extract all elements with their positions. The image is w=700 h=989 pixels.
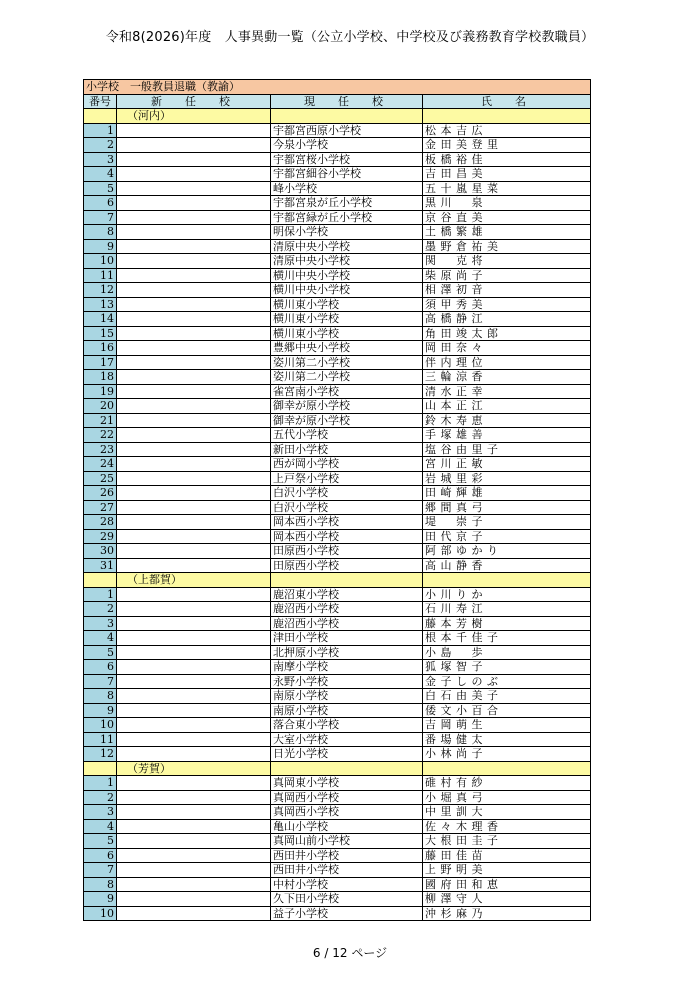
person-name-cell: 國府田和恵 xyxy=(423,877,591,892)
person-name-cell: 相澤初音 xyxy=(423,283,591,298)
person-name-cell: 高橋静江 xyxy=(423,312,591,327)
new-school-cell xyxy=(117,167,271,182)
new-school-cell xyxy=(117,239,271,254)
new-school-cell xyxy=(117,776,271,791)
row-number: 7 xyxy=(84,863,117,878)
region-name-cell xyxy=(423,109,591,124)
row-number: 6 xyxy=(84,196,117,211)
table-row xyxy=(84,906,591,921)
new-school-cell xyxy=(117,268,271,283)
table-row xyxy=(84,544,591,559)
current-school-cell: 岡本西小学校 xyxy=(271,529,423,544)
current-school-cell: 益子小学校 xyxy=(271,906,423,921)
table-row xyxy=(84,500,591,515)
new-school-cell xyxy=(117,413,271,428)
new-school-cell xyxy=(117,703,271,718)
current-school-cell: 真岡山前小学校 xyxy=(271,834,423,849)
current-school-cell: 横川東小学校 xyxy=(271,297,423,312)
person-name-cell: 碓村有紗 xyxy=(423,776,591,791)
table-row xyxy=(84,138,591,153)
region-row xyxy=(84,109,591,124)
new-school-cell xyxy=(117,515,271,530)
current-school-cell: 横川中央小学校 xyxy=(271,283,423,298)
current-school-cell: 宇都宮桜小学校 xyxy=(271,152,423,167)
document-title: 令和8(2026)年度 人事異動一覧（公立小学校、中学校及び義務教育学校教職員） xyxy=(105,30,595,45)
row-number: 28 xyxy=(84,515,117,530)
current-school-cell: 田原西小学校 xyxy=(271,558,423,573)
table-row xyxy=(84,254,591,269)
new-school-cell xyxy=(117,805,271,820)
person-name-cell: 土橋繁雄 xyxy=(423,225,591,240)
row-number: 23 xyxy=(84,442,117,457)
row-number: 3 xyxy=(84,152,117,167)
personnel-table xyxy=(83,79,591,921)
current-school-cell: 西が岡小学校 xyxy=(271,457,423,472)
current-school-cell: 南原小学校 xyxy=(271,703,423,718)
table-row xyxy=(84,370,591,385)
table-row xyxy=(84,703,591,718)
row-number: 1 xyxy=(84,587,117,602)
table-row xyxy=(84,747,591,762)
row-number: 5 xyxy=(84,181,117,196)
table-row xyxy=(84,210,591,225)
region-name-cell xyxy=(423,761,591,776)
new-school-cell xyxy=(117,152,271,167)
new-school-cell xyxy=(117,457,271,472)
current-school-cell: 南摩小学校 xyxy=(271,660,423,675)
new-school-cell xyxy=(117,471,271,486)
row-number: 5 xyxy=(84,645,117,660)
new-school-cell xyxy=(117,138,271,153)
current-school-cell: 西田井小学校 xyxy=(271,863,423,878)
current-school-cell: 鹿沼西小学校 xyxy=(271,616,423,631)
table-row xyxy=(84,341,591,356)
new-school-cell xyxy=(117,210,271,225)
new-school-cell xyxy=(117,500,271,515)
row-number: 15 xyxy=(84,326,117,341)
current-school-cell: 豊郷中央小学校 xyxy=(271,341,423,356)
current-school-cell: 今泉小学校 xyxy=(271,138,423,153)
current-school-cell: 宇都宮泉が丘小学校 xyxy=(271,196,423,211)
current-school-cell: 姿川第二小学校 xyxy=(271,355,423,370)
person-name-cell: 柳澤守人 xyxy=(423,892,591,907)
person-name-cell: 三輪涼香 xyxy=(423,370,591,385)
table-row xyxy=(84,529,591,544)
person-name-cell: 番場健太 xyxy=(423,732,591,747)
new-school-cell xyxy=(117,906,271,921)
table-row xyxy=(84,457,591,472)
current-school-cell: 田原西小学校 xyxy=(271,544,423,559)
table-row xyxy=(84,877,591,892)
new-school-cell xyxy=(117,602,271,617)
table-row xyxy=(84,239,591,254)
person-name-cell: 伴内理位 xyxy=(423,355,591,370)
person-name-cell: 塩谷由里子 xyxy=(423,442,591,457)
new-school-cell xyxy=(117,645,271,660)
table-row xyxy=(84,848,591,863)
current-school-cell: 宇都宮緑が丘小学校 xyxy=(271,210,423,225)
new-school-cell xyxy=(117,297,271,312)
person-name-cell: 佐々木理香 xyxy=(423,819,591,834)
row-number: 27 xyxy=(84,500,117,515)
table-row xyxy=(84,863,591,878)
table-row xyxy=(84,486,591,501)
row-number: 19 xyxy=(84,384,117,399)
new-school-cell xyxy=(117,790,271,805)
new-school-cell xyxy=(117,877,271,892)
person-name-cell: 吉岡萌生 xyxy=(423,718,591,733)
table-row xyxy=(84,471,591,486)
row-number: 10 xyxy=(84,718,117,733)
row-number: 8 xyxy=(84,877,117,892)
table-row xyxy=(84,152,591,167)
current-school-cell: 亀山小学校 xyxy=(271,819,423,834)
table-row xyxy=(84,181,591,196)
table-row xyxy=(84,515,591,530)
person-name-cell: 五十嵐星菜 xyxy=(423,181,591,196)
row-number: 30 xyxy=(84,544,117,559)
table-row xyxy=(84,660,591,675)
current-school-cell: 北押原小学校 xyxy=(271,645,423,660)
row-number: 11 xyxy=(84,268,117,283)
new-school-cell xyxy=(117,848,271,863)
row-number: 21 xyxy=(84,413,117,428)
header-name: 氏 名 xyxy=(423,94,591,109)
new-school-cell xyxy=(117,616,271,631)
person-name-cell: 小林尚子 xyxy=(423,747,591,762)
table-row xyxy=(84,805,591,820)
person-name-cell: 藤田佳苗 xyxy=(423,848,591,863)
current-school-cell: 姿川第二小学校 xyxy=(271,370,423,385)
person-name-cell: 中里訓大 xyxy=(423,805,591,820)
current-school-cell: 雀宮南小学校 xyxy=(271,384,423,399)
person-name-cell: 大根田圭子 xyxy=(423,834,591,849)
new-school-cell xyxy=(117,428,271,443)
row-number: 16 xyxy=(84,341,117,356)
current-school-cell: 新田小学校 xyxy=(271,442,423,457)
table-row xyxy=(84,790,591,805)
row-number: 4 xyxy=(84,631,117,646)
current-school-cell: 宇都宮西原小学校 xyxy=(271,123,423,138)
table-row xyxy=(84,587,591,602)
current-school-cell: 横川東小学校 xyxy=(271,312,423,327)
table-row xyxy=(84,689,591,704)
row-number: 3 xyxy=(84,805,117,820)
row-number: 1 xyxy=(84,776,117,791)
new-school-cell xyxy=(117,486,271,501)
table-row xyxy=(84,196,591,211)
row-number: 2 xyxy=(84,602,117,617)
region-name-cell xyxy=(423,573,591,588)
current-school-cell: 中村小学校 xyxy=(271,877,423,892)
current-school-cell: 真岡東小学校 xyxy=(271,776,423,791)
row-number: 3 xyxy=(84,616,117,631)
person-name-cell: 京谷直美 xyxy=(423,210,591,225)
new-school-cell xyxy=(117,529,271,544)
person-name-cell: 小島 歩 xyxy=(423,645,591,660)
current-school-cell: 鹿沼西小学校 xyxy=(271,602,423,617)
new-school-cell xyxy=(117,181,271,196)
current-school-cell: 五代小学校 xyxy=(271,428,423,443)
current-school-cell: 峰小学校 xyxy=(271,181,423,196)
new-school-cell xyxy=(117,732,271,747)
row-number: 29 xyxy=(84,529,117,544)
person-name-cell: 関 克将 xyxy=(423,254,591,269)
region-number-cell xyxy=(84,109,117,124)
person-name-cell: 吉田昌美 xyxy=(423,167,591,182)
new-school-cell xyxy=(117,326,271,341)
current-school-cell: 真岡西小学校 xyxy=(271,790,423,805)
person-name-cell: 山本正江 xyxy=(423,399,591,414)
new-school-cell xyxy=(117,863,271,878)
region-row xyxy=(84,573,591,588)
new-school-cell xyxy=(117,558,271,573)
row-number: 10 xyxy=(84,254,117,269)
person-name-cell: 藤本芳樹 xyxy=(423,616,591,631)
new-school-cell xyxy=(117,631,271,646)
row-number: 13 xyxy=(84,297,117,312)
new-school-cell xyxy=(117,254,271,269)
row-number: 26 xyxy=(84,486,117,501)
person-name-cell: 鈴木寿恵 xyxy=(423,413,591,428)
page-footer: 6 / 12 ページ xyxy=(312,946,388,960)
table-row xyxy=(84,283,591,298)
row-number: 10 xyxy=(84,906,117,921)
new-school-cell xyxy=(117,834,271,849)
region-number-cell xyxy=(84,573,117,588)
person-name-cell: 清水正幸 xyxy=(423,384,591,399)
header-number: 番号 xyxy=(84,94,117,109)
region-name: （上都賀） xyxy=(117,573,271,588)
current-school-cell: 横川中央小学校 xyxy=(271,268,423,283)
table-row xyxy=(84,268,591,283)
row-number: 11 xyxy=(84,732,117,747)
row-number: 22 xyxy=(84,428,117,443)
current-school-cell: 永野小学校 xyxy=(271,674,423,689)
table-row xyxy=(84,413,591,428)
new-school-cell xyxy=(117,196,271,211)
row-number: 4 xyxy=(84,819,117,834)
table-row xyxy=(84,718,591,733)
person-name-cell: 上野明美 xyxy=(423,863,591,878)
current-school-cell: 御幸が原小学校 xyxy=(271,413,423,428)
new-school-cell xyxy=(117,892,271,907)
current-school-cell: 津田小学校 xyxy=(271,631,423,646)
person-name-cell: 根本千佳子 xyxy=(423,631,591,646)
person-name-cell: 小川りか xyxy=(423,587,591,602)
row-number: 1 xyxy=(84,123,117,138)
row-number: 7 xyxy=(84,210,117,225)
row-number: 2 xyxy=(84,790,117,805)
new-school-cell xyxy=(117,341,271,356)
table-row xyxy=(84,732,591,747)
row-number: 14 xyxy=(84,312,117,327)
new-school-cell xyxy=(117,312,271,327)
new-school-cell xyxy=(117,370,271,385)
row-number: 9 xyxy=(84,892,117,907)
table-title: 小学校 一般教員退職（教諭） xyxy=(84,80,591,95)
new-school-cell xyxy=(117,587,271,602)
row-number: 4 xyxy=(84,167,117,182)
current-school-cell: 真岡西小学校 xyxy=(271,805,423,820)
new-school-cell xyxy=(117,747,271,762)
region-row xyxy=(84,761,591,776)
region-current-cell xyxy=(271,109,423,124)
person-name-cell: 阿部ゆかり xyxy=(423,544,591,559)
new-school-cell xyxy=(117,442,271,457)
table-row xyxy=(84,384,591,399)
new-school-cell xyxy=(117,283,271,298)
person-name-cell: 郷間真弓 xyxy=(423,500,591,515)
person-name-cell: 倭文小百合 xyxy=(423,703,591,718)
person-name-cell: 田代京子 xyxy=(423,529,591,544)
current-school-cell: 上戸祭小学校 xyxy=(271,471,423,486)
row-number: 9 xyxy=(84,239,117,254)
person-name-cell: 角田竣太郎 xyxy=(423,326,591,341)
new-school-cell xyxy=(117,544,271,559)
table-row xyxy=(84,399,591,414)
header-current-school: 現 任 校 xyxy=(271,94,423,109)
current-school-cell: 岡本西小学校 xyxy=(271,515,423,530)
row-number: 6 xyxy=(84,848,117,863)
current-school-cell: 鹿沼東小学校 xyxy=(271,587,423,602)
region-name: （芳賀） xyxy=(117,761,271,776)
current-school-cell: 大室小学校 xyxy=(271,732,423,747)
current-school-cell: 西田井小学校 xyxy=(271,848,423,863)
table-row xyxy=(84,428,591,443)
person-name-cell: 宮川正敏 xyxy=(423,457,591,472)
row-number: 12 xyxy=(84,283,117,298)
row-number: 24 xyxy=(84,457,117,472)
current-school-cell: 久下田小学校 xyxy=(271,892,423,907)
row-number: 25 xyxy=(84,471,117,486)
region-current-cell xyxy=(271,761,423,776)
current-school-cell: 清原中央小学校 xyxy=(271,254,423,269)
person-name-cell: 田崎輝雄 xyxy=(423,486,591,501)
table-row xyxy=(84,819,591,834)
row-number: 18 xyxy=(84,370,117,385)
new-school-cell xyxy=(117,689,271,704)
person-name-cell: 金田美登里 xyxy=(423,138,591,153)
person-name-cell: 白石由美子 xyxy=(423,689,591,704)
current-school-cell: 明保小学校 xyxy=(271,225,423,240)
person-name-cell: 板橋裕佳 xyxy=(423,152,591,167)
current-school-cell: 御幸が原小学校 xyxy=(271,399,423,414)
person-name-cell: 石川寿江 xyxy=(423,602,591,617)
table-row xyxy=(84,602,591,617)
new-school-cell xyxy=(117,225,271,240)
new-school-cell xyxy=(117,718,271,733)
table-row xyxy=(84,225,591,240)
table-row xyxy=(84,355,591,370)
row-number: 5 xyxy=(84,834,117,849)
person-name-cell: 小堀真弓 xyxy=(423,790,591,805)
table-row xyxy=(84,167,591,182)
table-row xyxy=(84,776,591,791)
region-number-cell xyxy=(84,761,117,776)
person-name-cell: 狐塚智子 xyxy=(423,660,591,675)
current-school-cell: 白沢小学校 xyxy=(271,486,423,501)
row-number: 8 xyxy=(84,225,117,240)
table-row xyxy=(84,892,591,907)
table-row xyxy=(84,442,591,457)
current-school-cell: 白沢小学校 xyxy=(271,500,423,515)
person-name-cell: 堤 崇子 xyxy=(423,515,591,530)
table-title-row xyxy=(84,80,591,95)
table-row xyxy=(84,631,591,646)
person-name-cell: 岡田奈々 xyxy=(423,341,591,356)
current-school-cell: 宇都宮細谷小学校 xyxy=(271,167,423,182)
personnel-table-sheet xyxy=(83,79,590,921)
row-number: 9 xyxy=(84,703,117,718)
header-new-school: 新 任 校 xyxy=(117,94,271,109)
table-row xyxy=(84,326,591,341)
table-row xyxy=(84,645,591,660)
new-school-cell xyxy=(117,674,271,689)
new-school-cell xyxy=(117,123,271,138)
person-name-cell: 手塚雄善 xyxy=(423,428,591,443)
person-name-cell: 沖杉麻乃 xyxy=(423,906,591,921)
row-number: 12 xyxy=(84,747,117,762)
row-number: 2 xyxy=(84,138,117,153)
current-school-cell: 日光小学校 xyxy=(271,747,423,762)
current-school-cell: 横川東小学校 xyxy=(271,326,423,341)
new-school-cell xyxy=(117,355,271,370)
region-current-cell xyxy=(271,573,423,588)
table-row xyxy=(84,674,591,689)
person-name-cell: 岩城里彩 xyxy=(423,471,591,486)
column-header-row xyxy=(84,94,591,109)
table-row xyxy=(84,834,591,849)
person-name-cell: 須甲秀美 xyxy=(423,297,591,312)
row-number: 17 xyxy=(84,355,117,370)
person-name-cell: 黒川 泉 xyxy=(423,196,591,211)
row-number: 31 xyxy=(84,558,117,573)
person-name-cell: 墨野倉祐美 xyxy=(423,239,591,254)
current-school-cell: 落合東小学校 xyxy=(271,718,423,733)
table-row xyxy=(84,297,591,312)
table-row xyxy=(84,558,591,573)
new-school-cell xyxy=(117,660,271,675)
person-name-cell: 柴原尚子 xyxy=(423,268,591,283)
new-school-cell xyxy=(117,399,271,414)
table-row xyxy=(84,123,591,138)
person-name-cell: 高山静香 xyxy=(423,558,591,573)
current-school-cell: 清原中央小学校 xyxy=(271,239,423,254)
new-school-cell xyxy=(117,384,271,399)
person-name-cell: 松本吉広 xyxy=(423,123,591,138)
row-number: 6 xyxy=(84,660,117,675)
table-row xyxy=(84,616,591,631)
table-row xyxy=(84,312,591,327)
row-number: 7 xyxy=(84,674,117,689)
person-name-cell: 金子しのぶ xyxy=(423,674,591,689)
current-school-cell: 南原小学校 xyxy=(271,689,423,704)
region-name: （河内） xyxy=(117,109,271,124)
new-school-cell xyxy=(117,819,271,834)
row-number: 20 xyxy=(84,399,117,414)
row-number: 8 xyxy=(84,689,117,704)
